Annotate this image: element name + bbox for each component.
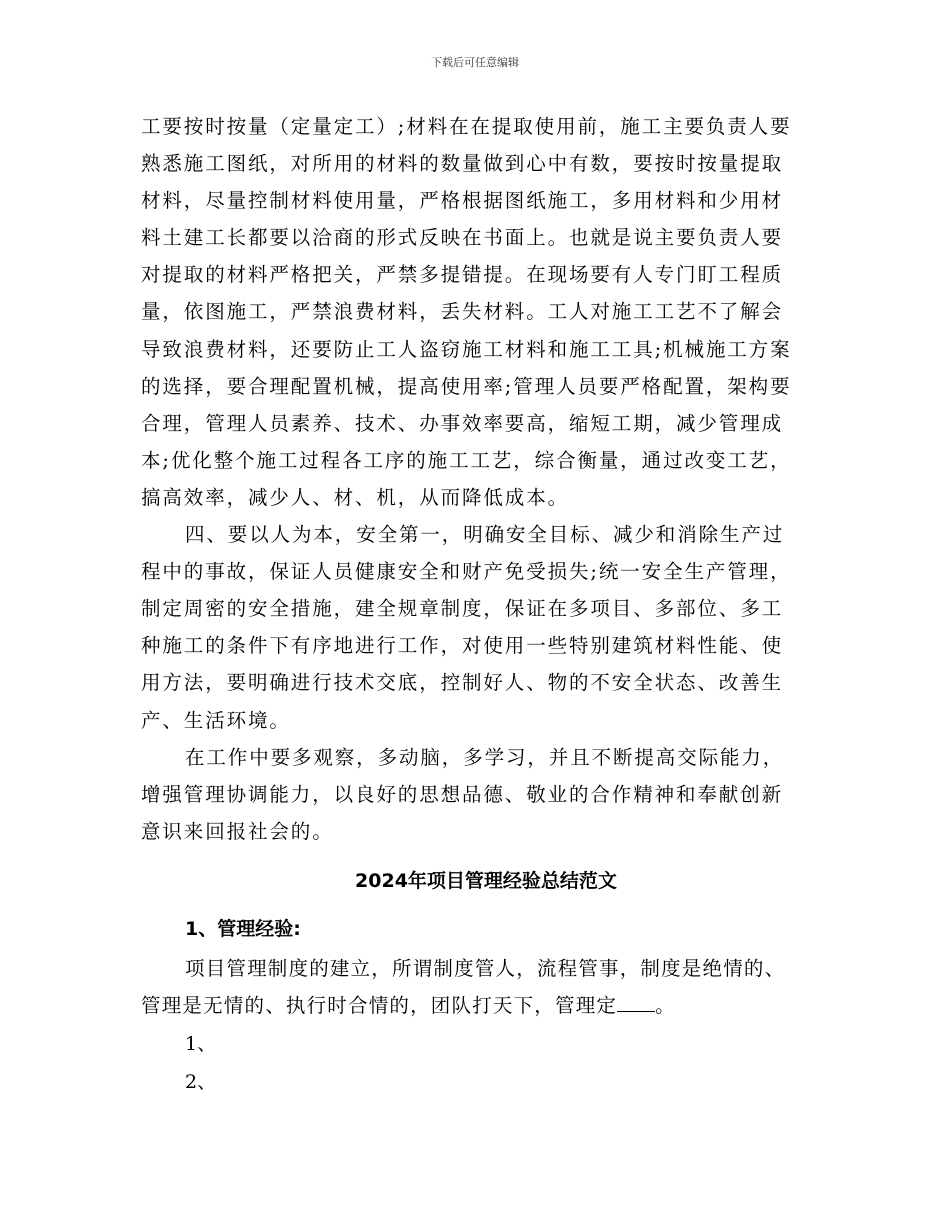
fill-in-blank [617,995,655,1012]
text-line: 搞高效率，减少人、材、机，从而降低成本。 [141,485,570,509]
section-paragraph [141,950,841,1024]
text-line: 四、要以人为本，安全第一，明确安全目标、减少和消除生产过 [185,523,785,547]
section-body [141,950,841,1024]
text-line: 对提取的材料严格把关，严禁多提错提。在现场要有人专门盯工程质 [141,263,784,287]
text-line: 本;优化整个施工过程各工序的施工工艺，综合衡量，通过改变工艺， [141,448,792,472]
paragraph-3 [141,739,831,850]
paragraph-2 [141,516,831,739]
text-line: 项目管理制度的建立，所谓制度管人，流程管事，制度是绝情的、 [185,957,786,980]
list-item: 2、 [185,1071,217,1093]
text-line: 的选择，要合理配置机械，提高使用率;管理人员要严格配置，架构要 [141,374,792,398]
section-subheading: 1、管理经验: [185,918,301,940]
text-line: 用方法，要明确进行技术交底，控制好人、物的不安全状态、改善生 [141,671,784,695]
section-title: 2024年项目管理经验总结范文 [355,870,617,892]
text-line: 程中的事故，保证人员健康安全和财产免受损失;统一安全生产管理， [141,560,792,584]
page-header: 下载后可任意编辑 [431,56,519,69]
text-line: 在工作中要多观察，多动脑，多学习，并且不断提高交际能力， [185,745,785,769]
text-line: 量，依图施工，严禁浪费材料，丢失材料。工人对施工工艺不了解会 [141,300,784,324]
text-line: 料土建工长都要以洽商的形式反映在书面上。也就是说主要负责人要 [141,226,784,250]
text-segment: 。 [655,994,676,1017]
text-line: 增强管理协调能力，以良好的思想品德、敬业的合作精神和奉献创新 [141,782,784,806]
text-line: 工要按时按量（定量定工）;材料在在提取使用前，施工主要负责人要 [141,115,792,138]
list-item: 1、 [185,1033,217,1055]
text-segment: 管理是无情的、执行时合情的，团队打天下，管理定 [141,994,618,1017]
text-line: 产、生活环境。 [141,708,291,732]
document-body [141,108,831,850]
text-line: 熟悉施工图纸，对所用的材料的数量做到心中有数，要按时按量提取 [141,152,784,176]
text-line: 种施工的条件下有序地进行工作，对使用一些特别建筑材料性能、使 [141,634,784,658]
text-line [141,987,841,1024]
text-line: 合理，管理人员素养、技术、办事效率要高，缩短工期，减少管理成 [141,411,784,435]
text-line: 意识来回报社会的。 [141,819,334,843]
text-line: 导致浪费材料，还要防止工人盗窃施工材料和施工工具;机械施工方案 [141,337,792,361]
text-line: 材料，尽量控制材料使用量，严格根据图纸施工，多用材料和少用材 [141,189,784,213]
paragraph-1 [141,108,831,516]
text-line: 制定周密的安全措施，建全规章制度，保证在多项目、多部位、多工 [141,597,784,621]
